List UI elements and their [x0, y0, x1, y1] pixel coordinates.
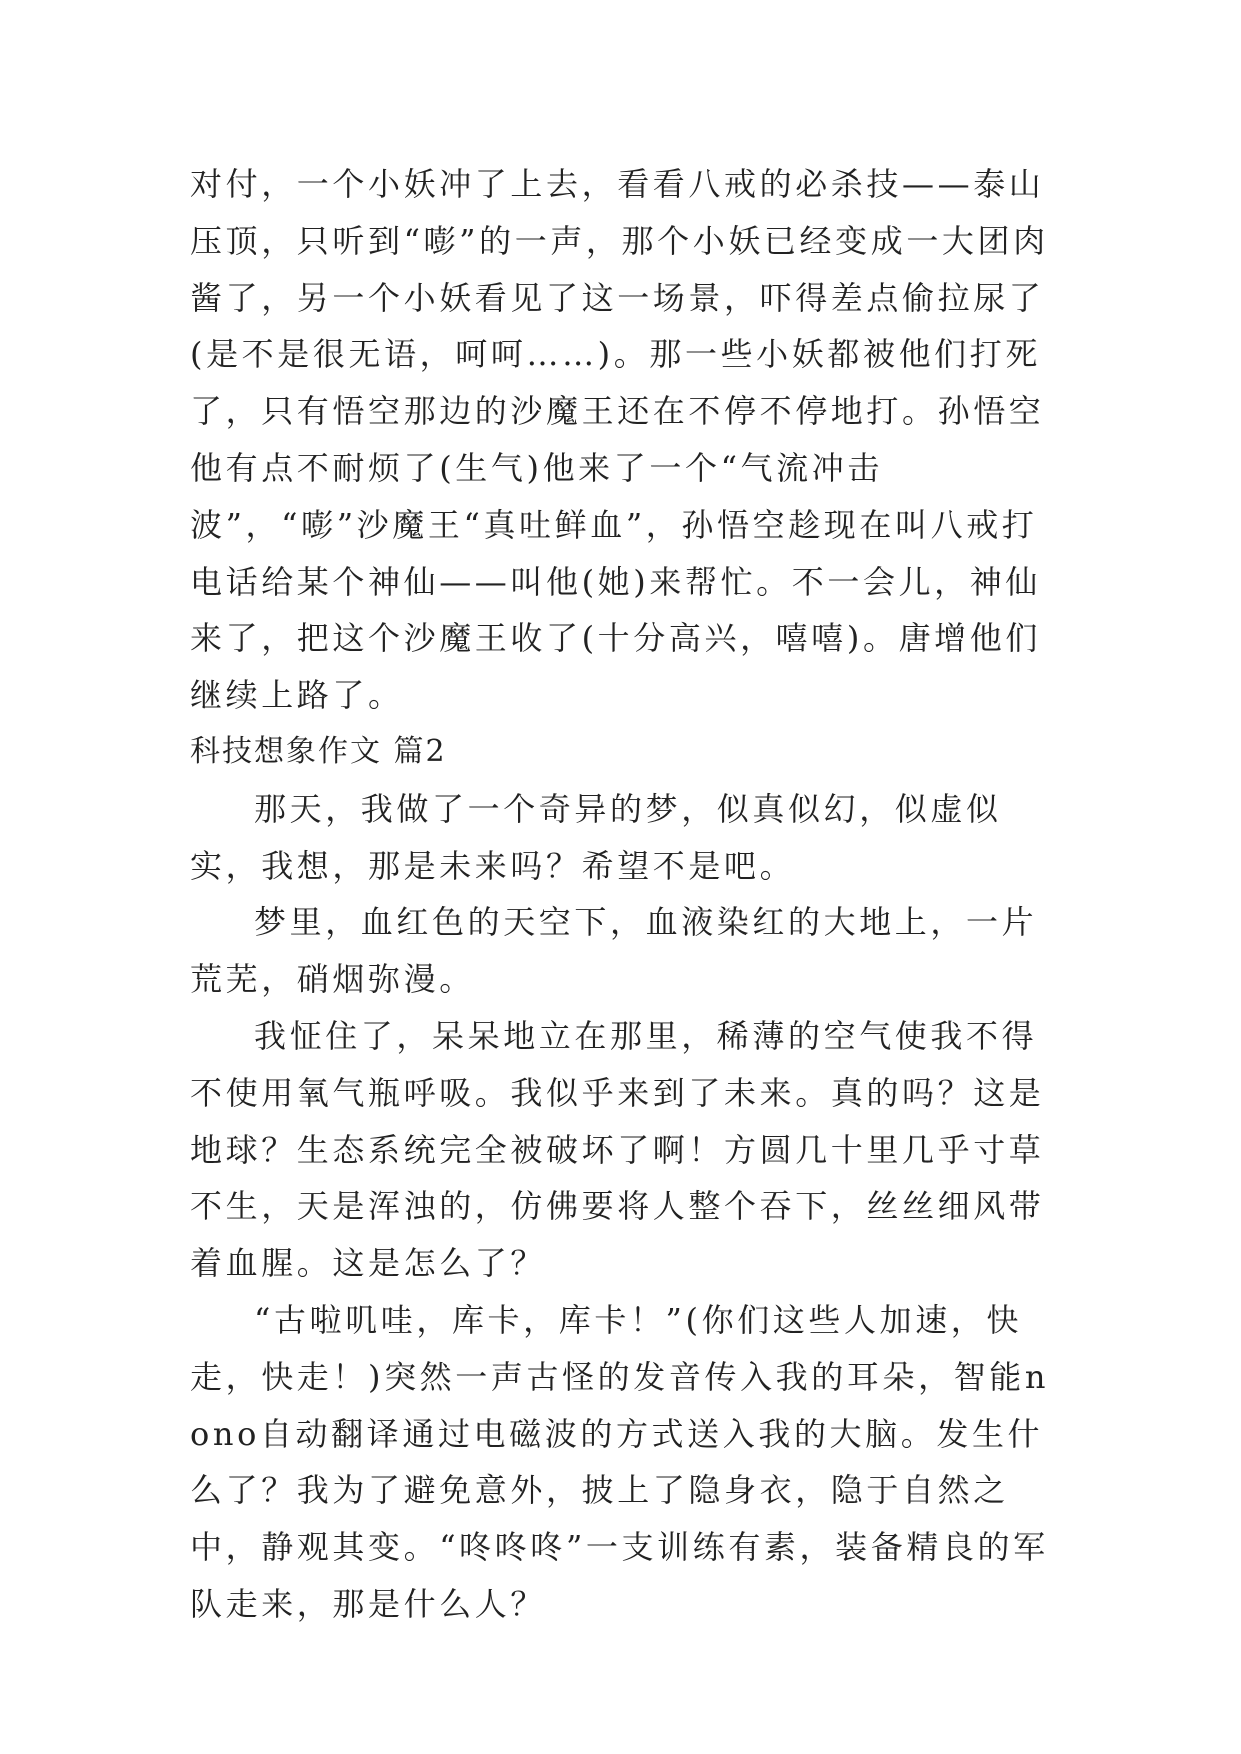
- story-paragraph-continuation: 对付，一个小妖冲了上去，看看八戒的必杀技——泰山压顶，只听到“嘭”的一声，那个小妖已经变成一大团肉酱了，另一个小妖看见了这一场景，吓得差点偷拉尿了(是不是很无语，呵呵……)。那一些小妖都被他们打死了，只有悟空那边的沙魔王还在不停不停地打。孙悟空他有点不耐烦了(生气)他来了一个“气流冲击波”，“嘭”沙魔王“真吐鲜血”，孙悟空趁现在叫八戒打电话给某个神仙——叫他(她)来帮忙。不一会儿，神仙来了，把这个沙魔王收了(十分高兴，嘻嘻)。唐增他们继续上路了。: [190, 165, 1049, 715]
- essay-paragraph-4: “古啦叽哇，库卡，库卡！”(你们这些人加速，快走，快走！)突然一声古怪的发音传入我的耳朵，智能nono自动翻译通过电磁波的方式送入我的大脑。发生什么了？我为了避免意外，披上了隐身衣，隐于自然之中，静观其变。“咚咚咚”一支训练有素，装备精良的军队走来，那是什么人？: [190, 1300, 1050, 1623]
- essay-paragraph-1: 那天，我做了一个奇异的梦，似真似幻，似虚似实，我想，那是未来吗？希望不是吧。: [190, 789, 1002, 885]
- essay-paragraph-3: 我怔住了，呆呆地立在那里，稀薄的空气使我不得不使用氧气瓶呼吸。我似乎来到了未来。真的吗？这是地球？生态系统完全被破坏了啊！方圆几十里几乎寸草不生，天是浑浊的，仿佛要将人整个吞下，丝丝细风带着血腥。这是怎么了？: [190, 1016, 1045, 1283]
- essay-paragraph-2: 梦里，血红色的天空下，血液染红的大地上，一片荒芜，硝烟弥漫。: [190, 903, 1038, 999]
- essay-heading: 科技想象作文 篇2: [190, 733, 447, 769]
- document-body: [190, 156, 1070, 1633]
